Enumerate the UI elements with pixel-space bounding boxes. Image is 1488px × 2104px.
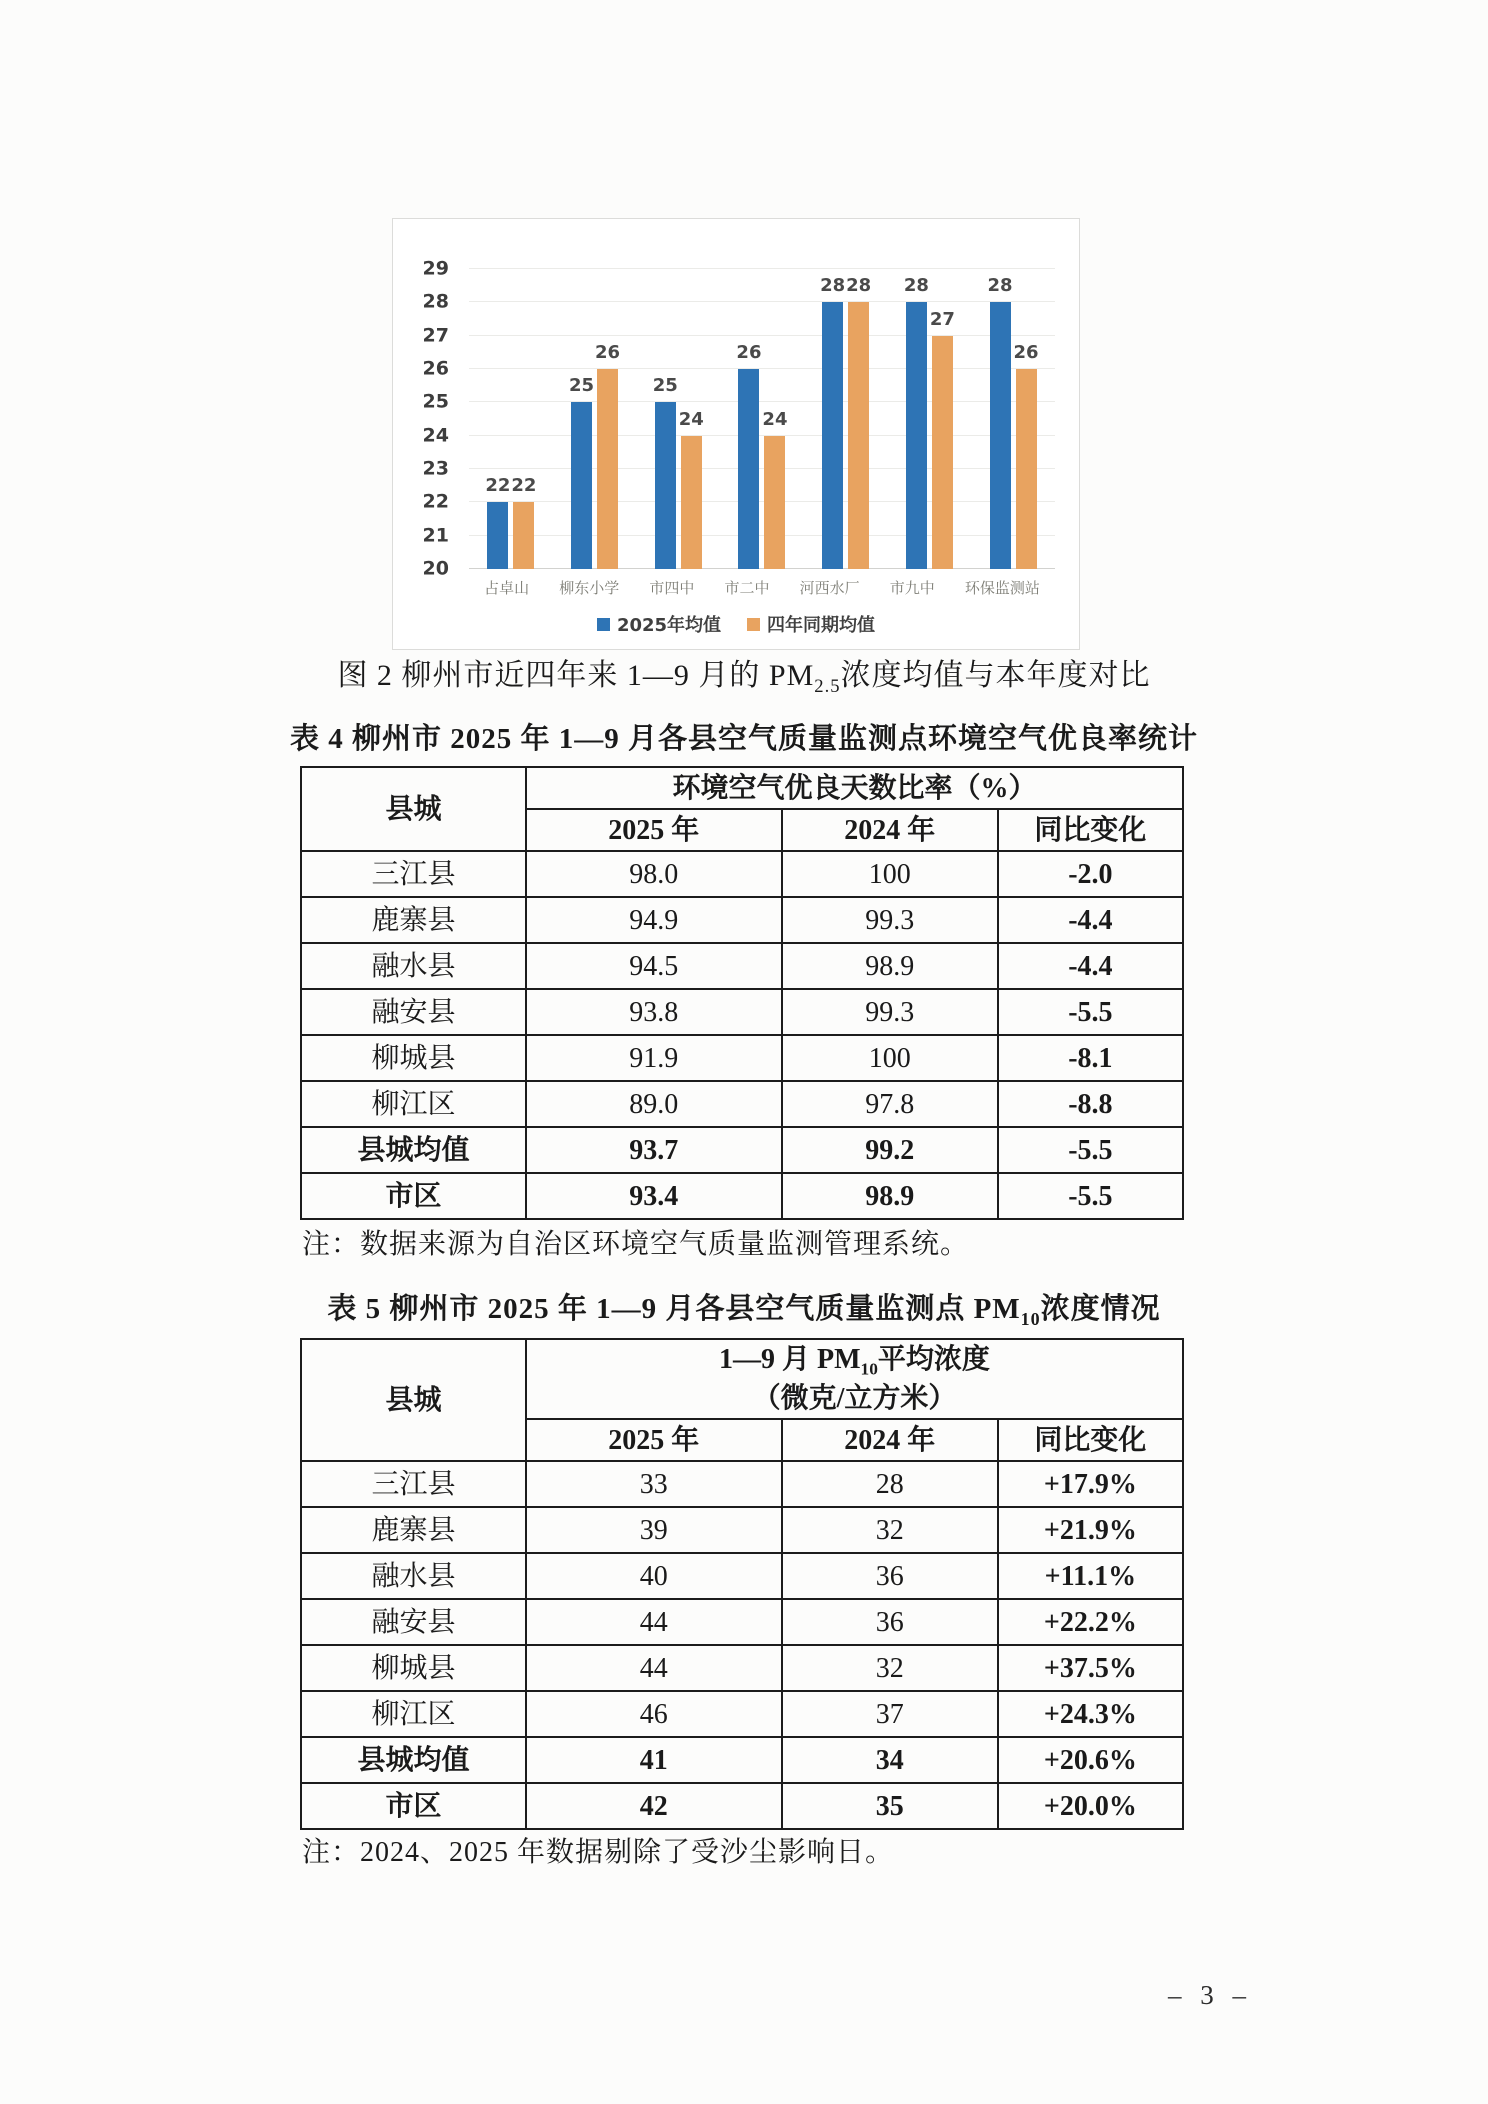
bar-value-label: 28 (820, 275, 846, 297)
table4-cell-y2025: 94.5 (526, 943, 782, 989)
bar-value-label: 26 (595, 342, 621, 363)
y-tick-label: 28 (422, 290, 449, 313)
table-row (301, 1645, 1183, 1691)
legend-label: 2025年均值 (616, 615, 722, 636)
table5-note: 注：2024、2025 年数据剔除了受沙尘影响日。 (302, 1837, 895, 1868)
bar (846, 275, 872, 569)
table5-cell-y2025: 40 (526, 1553, 782, 1599)
table5-cell-change: +37.5% (998, 1645, 1183, 1691)
gridline (469, 268, 1055, 269)
table4-cell-change: -5.5 (998, 989, 1183, 1035)
table-row (301, 1553, 1183, 1599)
table5-cell-y2024: 28 (782, 1461, 998, 1507)
y-tick-label: 20 (422, 557, 449, 580)
x-category-label: 市九中 (889, 579, 935, 597)
table4-group-header: 环境空气优良天数比率（%） (526, 767, 1183, 809)
table4-cell-name: 三江县 (301, 851, 526, 897)
table-row (301, 851, 1183, 897)
table5-cell-y2024: 35 (782, 1783, 998, 1829)
table4-cell-y2024: 97.8 (782, 1081, 998, 1127)
table5-cell-name: 柳城县 (301, 1645, 526, 1691)
table4-cell-y2025: 98.0 (526, 851, 782, 897)
bar-value-label: 28 (987, 275, 1013, 297)
bar (569, 375, 595, 569)
table-row (301, 1599, 1183, 1645)
table5-cell-name: 融安县 (301, 1599, 526, 1645)
table5-cell-name: 鹿寨县 (301, 1507, 526, 1553)
figure-caption-suffix: 浓度均值与本年度对比 (840, 659, 1151, 692)
page-number: – 3 – (1168, 1980, 1252, 2010)
table5-cell-change: +11.1% (998, 1553, 1183, 1599)
y-tick-label: 24 (422, 424, 449, 447)
bar (595, 342, 621, 569)
table5-group-header-line2: （微克/立方米） (752, 1382, 957, 1414)
table5 (300, 1338, 1184, 1830)
table5-title-suffix: 浓度情况 (1040, 1293, 1161, 1325)
chart-y-axis (393, 257, 461, 580)
table4-cell-y2025: 93.4 (526, 1173, 782, 1219)
bar (1013, 342, 1039, 569)
table5-corner-header: 县城 (301, 1339, 526, 1461)
bar (903, 275, 929, 569)
table-row (301, 989, 1183, 1035)
figure-caption-subscript: 2.5 (814, 676, 841, 697)
table5-cell-y2024: 34 (782, 1737, 998, 1783)
table4-cell-y2025: 93.8 (526, 989, 782, 1035)
table5-cell-name: 融水县 (301, 1553, 526, 1599)
bar-value-label: 28 (903, 275, 929, 297)
bar-value-label: 25 (569, 375, 595, 397)
bar-value-label: 24 (762, 408, 788, 430)
table4-cell-change: -5.5 (998, 1173, 1183, 1219)
bar-value-label: 27 (929, 308, 955, 330)
table5-cell-y2024: 32 (782, 1507, 998, 1553)
bar (678, 408, 704, 569)
bar-value-label: 24 (678, 408, 704, 430)
table5-cell-y2025: 33 (526, 1461, 782, 1507)
table4-cell-name: 县城均值 (301, 1127, 526, 1173)
y-tick-label: 25 (422, 390, 449, 413)
bar-value-label: 26 (1013, 342, 1039, 363)
table5-body (301, 1461, 1183, 1829)
y-tick-label: 27 (422, 324, 449, 347)
table5-cell-name: 市区 (301, 1783, 526, 1829)
table4-title: 表 4 柳州市 2025 年 1—9 月各县空气质量监测点环境空气优良率统计 (289, 723, 1198, 755)
table4-col-2025: 2025 年 (526, 809, 782, 851)
bar (929, 308, 955, 569)
gridline (469, 301, 1055, 302)
table4-cell-y2024: 99.2 (782, 1127, 998, 1173)
bar-value-label: 22 (485, 475, 511, 497)
table4-cell-change: -5.5 (998, 1127, 1183, 1173)
figure-caption (0, 650, 1488, 698)
x-category-label: 河西水厂 (799, 579, 860, 597)
y-tick-label: 26 (422, 357, 449, 380)
table4-cell-change: -2.0 (998, 851, 1183, 897)
table5-cell-change: +24.3% (998, 1691, 1183, 1737)
bar-value-label: 22 (511, 475, 537, 497)
table5-cell-y2025: 39 (526, 1507, 782, 1553)
table-row (301, 1173, 1183, 1219)
table5-cell-y2025: 44 (526, 1645, 782, 1691)
table4-cell-name: 市区 (301, 1173, 526, 1219)
table4-cell-name: 融水县 (301, 943, 526, 989)
bar (511, 475, 537, 569)
table5-cell-name: 县城均值 (301, 1737, 526, 1783)
table4-cell-y2024: 100 (782, 851, 998, 897)
table4-col-2024: 2024 年 (782, 809, 998, 851)
table4-cell-y2025: 94.9 (526, 897, 782, 943)
table5-cell-y2025: 42 (526, 1783, 782, 1829)
pm25-figure (392, 218, 1080, 650)
legend-item (597, 611, 721, 637)
table-row (301, 1081, 1183, 1127)
table5-col-2025: 2025 年 (526, 1419, 782, 1461)
table4-cell-name: 融安县 (301, 989, 526, 1035)
bar-group (987, 275, 1039, 569)
table4-cell-y2024: 98.9 (782, 943, 998, 989)
table5-title (0, 1286, 1488, 1330)
table5-group-header-subscript: 10 (860, 1359, 878, 1379)
bar-value-label: 25 (652, 375, 678, 397)
table-row (301, 1507, 1183, 1553)
table-row (301, 1737, 1183, 1783)
bar-group (485, 475, 537, 569)
table4-cell-y2025: 89.0 (526, 1081, 782, 1127)
table-row (301, 897, 1183, 943)
table5-group-header-line1: 1—9 月 $PM_{10}$平均浓度 (718, 1344, 990, 1379)
x-category-label: 市二中 (724, 579, 770, 597)
table4-cell-change: -8.1 (998, 1035, 1183, 1081)
table-row (301, 1691, 1183, 1737)
x-category-label: 环保监测站 (964, 579, 1040, 597)
bar (736, 342, 762, 569)
chart-plot (469, 269, 1055, 569)
table5-cell-y2024: 36 (782, 1553, 998, 1599)
table5-cell-y2025: 46 (526, 1691, 782, 1737)
bar (762, 408, 788, 569)
bar-group (903, 275, 955, 569)
table5-cell-y2025: 44 (526, 1599, 782, 1645)
table4-cell-y2025: 91.9 (526, 1035, 782, 1081)
bar-group (820, 275, 872, 569)
table5-group-header (526, 1339, 1183, 1419)
legend-swatch (597, 618, 610, 631)
table-row (301, 1127, 1183, 1173)
table4-cell-change: -4.4 (998, 943, 1183, 989)
table5-cell-y2024: 36 (782, 1599, 998, 1645)
bar (987, 275, 1013, 569)
bar (820, 275, 846, 569)
bar (485, 475, 511, 569)
y-tick-label: 22 (422, 490, 449, 513)
table4-cell-name: 鹿寨县 (301, 897, 526, 943)
legend-item (747, 611, 875, 637)
figure-caption-prefix: 图 2 柳州市近四年来 1—9 月的 PM (337, 659, 815, 692)
table4-body (301, 851, 1183, 1219)
table5-cell-change: +17.9% (998, 1461, 1183, 1507)
table5-cell-name: 柳江区 (301, 1691, 526, 1737)
table4-cell-name: 柳江区 (301, 1081, 526, 1127)
chart-x-axis (469, 577, 1055, 598)
table-row (301, 943, 1183, 989)
table-row (301, 1035, 1183, 1081)
table5-title-subscript: 10 (1020, 1308, 1041, 1329)
bar-group (736, 342, 788, 569)
legend-swatch (747, 618, 760, 631)
table4-col-change: 同比变化 (998, 809, 1183, 851)
table4-cell-y2025: 93.7 (526, 1127, 782, 1173)
table-row (301, 1783, 1183, 1829)
table5-cell-change: +20.6% (998, 1737, 1183, 1783)
table4-cell-change: -8.8 (998, 1081, 1183, 1127)
table5-cell-y2025: 41 (526, 1737, 782, 1783)
table4-cell-y2024: 98.9 (782, 1173, 998, 1219)
x-category-label: 市四中 (649, 579, 695, 597)
table4-corner-header: 县城 (301, 767, 526, 851)
table5-cell-y2024: 37 (782, 1691, 998, 1737)
table4-cell-y2024: 99.3 (782, 989, 998, 1035)
y-tick-label: 21 (422, 524, 449, 547)
y-tick-label: 29 (422, 257, 449, 280)
bar-value-label: 26 (736, 342, 762, 363)
table4-cell-change: -4.4 (998, 897, 1183, 943)
table4-cell-name: 柳城县 (301, 1035, 526, 1081)
bar-group (569, 342, 621, 569)
gridline (469, 335, 1055, 336)
legend-label: 四年同期均值 (767, 615, 876, 636)
table5-col-change: 同比变化 (998, 1419, 1183, 1461)
chart-legend (393, 611, 1079, 637)
bar-group (652, 375, 704, 569)
table5-cell-change: +22.2% (998, 1599, 1183, 1645)
table5-cell-y2024: 32 (782, 1645, 998, 1691)
table4-cell-y2024: 100 (782, 1035, 998, 1081)
x-category-label: 柳东小学 (559, 579, 620, 597)
y-tick-label: 23 (422, 457, 449, 480)
table-row (301, 1461, 1183, 1507)
table4 (300, 766, 1184, 1220)
bar (652, 375, 678, 569)
table4-cell-y2024: 99.3 (782, 897, 998, 943)
x-category-label: 占卓山 (484, 579, 530, 597)
table5-cell-change: +21.9% (998, 1507, 1183, 1553)
table4-note: 注：数据来源为自治区环境空气质量监测管理系统。 (302, 1229, 970, 1260)
table5-cell-name: 三江县 (301, 1461, 526, 1507)
bar-value-label: 28 (846, 275, 872, 297)
table5-cell-change: +20.0% (998, 1783, 1183, 1829)
table5-col-2024: 2024 年 (782, 1419, 998, 1461)
table5-title-prefix: 表 5 柳州市 2025 年 1—9 月各县空气质量监测点 PM (327, 1293, 1021, 1325)
